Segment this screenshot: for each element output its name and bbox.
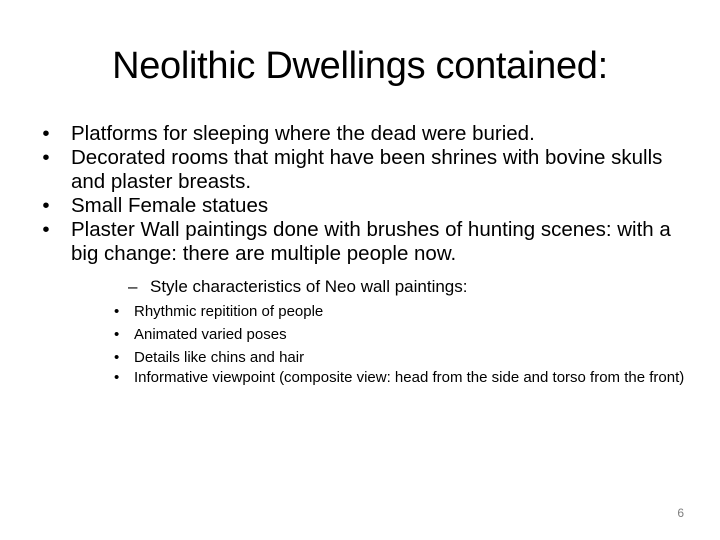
- bullet-marker: •: [114, 349, 120, 366]
- bullet-marker: •: [42, 146, 50, 169]
- bullet-item: [36, 122, 686, 146]
- bullet-marker: •: [42, 218, 50, 241]
- sub-sub-bullet-text: Rhythmic repitition of people: [134, 303, 324, 320]
- sub-sub-bullet-item: [36, 323, 686, 346]
- bullet-text: Platforms for sleeping where the dead were buried.: [71, 122, 535, 145]
- sub-sub-bullet-text: Animated varied poses: [134, 326, 287, 343]
- bullet-marker: •: [42, 194, 50, 217]
- sub-sub-bullet-item: [36, 346, 686, 369]
- bullet-item: [36, 218, 686, 266]
- sub-sub-bullet-list: [36, 300, 686, 386]
- sub-bullet-item: [36, 276, 686, 297]
- dash-marker: –: [128, 277, 138, 296]
- bullet-marker: •: [42, 122, 50, 145]
- bullet-text: Decorated rooms that might have been shrines with bovine skulls and plaster breasts.: [71, 146, 663, 193]
- sub-sub-bullet-item: [36, 300, 686, 323]
- bullet-item: [36, 146, 686, 194]
- bullet-item: [36, 194, 686, 218]
- bullet-marker: •: [114, 369, 120, 386]
- slide-content: [36, 122, 686, 386]
- bullet-marker: •: [114, 326, 120, 343]
- bullet-marker: •: [114, 303, 120, 320]
- bullet-text: Plaster Wall paintings done with brushes of hunting scenes: with a big change: there are multiple people now.: [71, 218, 671, 265]
- slide-title: Neolithic Dwellings contained:: [112, 45, 608, 87]
- sub-bullet-text: Style characteristics of Neo wall paintings:: [150, 277, 468, 296]
- sub-sub-bullet-text: Details like chins and hair: [134, 349, 305, 366]
- page-number: 6: [677, 506, 684, 520]
- sub-sub-bullet-text: Informative viewpoint (composite view: head from the side and torso from the front): [134, 369, 685, 386]
- sub-sub-bullet-item: [36, 369, 686, 386]
- bullet-text: Small Female statues: [71, 194, 269, 217]
